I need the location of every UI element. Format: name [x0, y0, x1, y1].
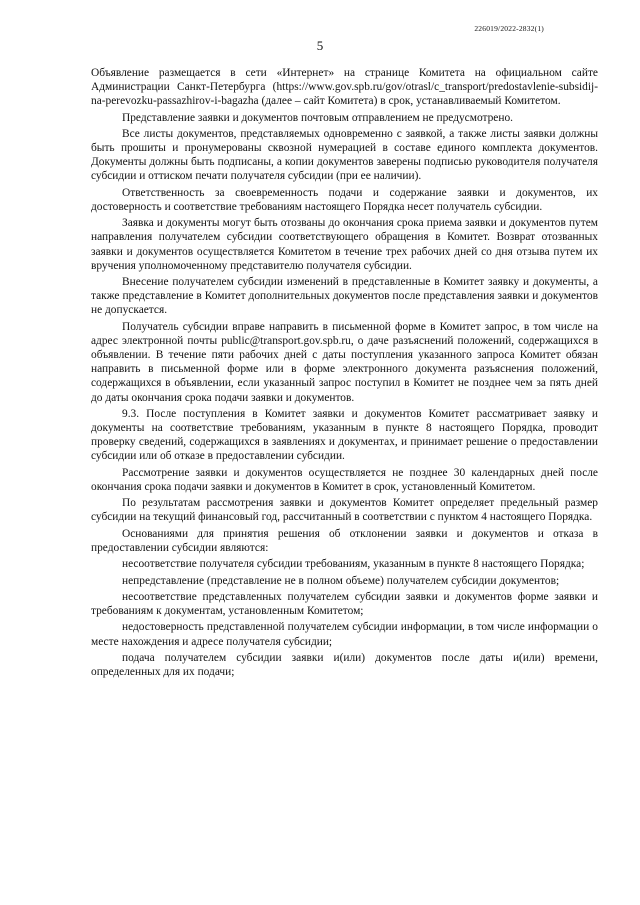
paragraph-withdrawal: Заявка и документы могут быть отозваны до окончания срока приема заявки и документов путем направления получателем субсидии соответствующего обращения в Комитет. Возврат отозванных заявки и документов осуществляется Комитетом в течение трех рабочих дней со дня отзыва путем их вручения уполномоченному представителю получателя субсидии. [91, 217, 598, 272]
document-body [91, 66, 598, 681]
paragraph-no-postal-submission: Представление заявки и документов почтовым отправлением не предусмотрено. [122, 111, 514, 124]
list-item-form-mismatch: несоответствие представленных получателем субсидии заявки и документов форме заявки и требованиям к документам, установленным Комитетом; [91, 590, 598, 618]
list-item-missing-documents: непредставление (представление не в полном объеме) получателем субсидии документов; [122, 574, 560, 587]
paragraph-review-period: Рассмотрение заявки и документов осуществляется не позднее 30 календарных дней после окончания срока подачи заявки и документов в Комитет в срок, установленный Комитетом. [91, 466, 598, 493]
paragraph-section-9-3: 9.3. После поступления в Комитет заявки и документов Комитет рассматривает заявку и документы на соответствие требованиям, указанным в пункте 8 настоящего Порядка, проводит проверку сведений, содержащихся в заявлениях и документах, и принимает решение о предоставлении субсидии или об отказе в предоставлении субсидии. [91, 407, 598, 463]
list-item-false-information: недостоверность представленной получателем субсидии информации, в том числе информации о месте нахождения и адресе получателя субсидии; [91, 621, 598, 648]
paragraph-rejection-grounds: Основаниями для принятия решения об отклонении заявки и документов и отказа в предоставлении субсидии являются: [91, 527, 598, 554]
document-registration-number: 226019/2022-2832(1) [474, 24, 544, 33]
list-item-late-submission: подача получателем субсидии заявки и(или) документов после даты и(или) времени, определенных для их подачи; [91, 651, 598, 679]
paragraph-responsibility: Ответственность за своевременность подачи и содержание заявки и документов, их достоверность и соответствие требованиям настоящего Порядка несет получатель субсидии. [91, 186, 598, 213]
paragraph-clarification-request: Получатель субсидии вправе направить в письменной форме в Комитет запрос, в том числе на адрес электронной почты public@transport.gov.spb.ru, о даче разъяснений положений, содержащихся в объявлении. В течение пяти рабочих дней с даты поступления указанного запроса Комитет обязан направить в письменной форме или в форме электронного документа разъяснения положений, содержащихся в объявлении, если указанный запрос поступил в Комитет не позднее чем за пять дней до даты окончания срока подачи заявки и документов. [91, 320, 598, 404]
list-item-requirements-mismatch: несоответствие получателя субсидии требованиям, указанным в пункте 8 настоящего Порядка; [122, 558, 585, 571]
paragraph-no-changes: Внесение получателем субсидии изменений в представленные в Комитет заявку и документы, а также представление в Комитет дополнительных документов после представления заявки и документов не допускается. [91, 276, 598, 317]
page-number: 5 [316, 38, 324, 53]
paragraph-subsidy-limit: По результатам рассмотрения заявки и документов Комитет определяет предельный размер субсидии на текущий финансовый год, рассчитанный в соответствии с пунктом 4 настоящего Порядка. [91, 497, 598, 524]
paragraph-document-binding: Все листы документов, представляемых одновременно с заявкой, а также листы заявки должны быть прошиты и пронумерованы сквозной нумерацией в составе единого комплекта документов. Документы должны быть подписаны, а копии документов заверены подписью руководителя получателя субсидии и оттиском печати получателя субсидии (при ее наличии). [91, 128, 598, 183]
paragraph-announcement-placement: Объявление размещается в сети «Интернет» на странице Комитета на официальном сайте Администрации Санкт-Петербурга (https://www.gov.spb.ru/gov/otrasl/c_transport/predostavlenie-subsidij-na-perevozku-passazhirov-i-bagazha (далее – сайт Комитета) в срок, устанавливаемый Комитетом. [91, 67, 598, 108]
